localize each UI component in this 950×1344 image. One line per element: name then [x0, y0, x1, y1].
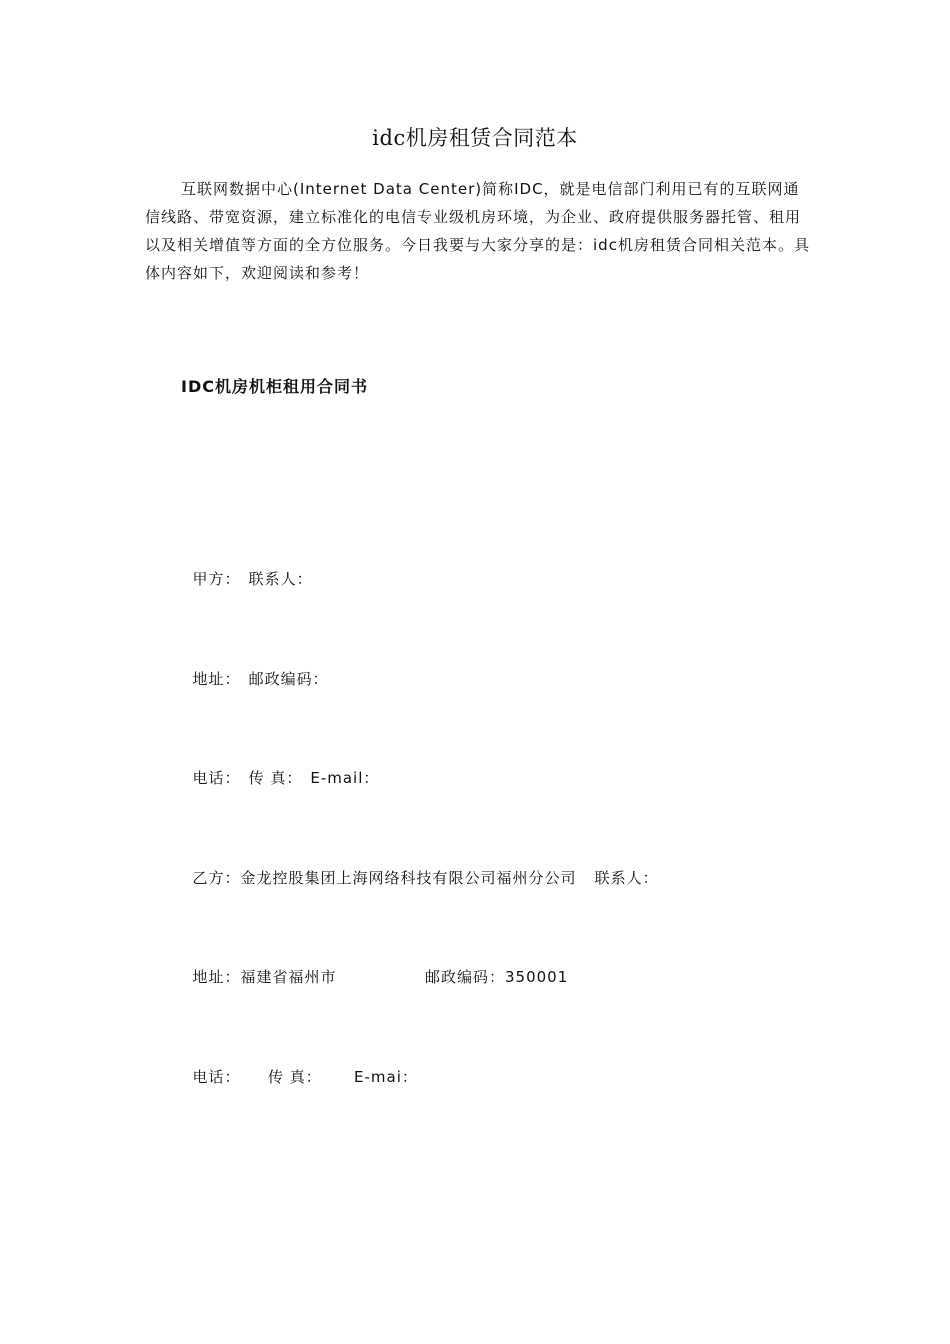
party-b-phone-label: 电话： [192, 1068, 241, 1086]
intro-paragraph: 互联网数据中心(Internet Data Center)简称IDC，就是电信部门利用已有的互联网通信线路、带宽资源，建立标准化的电信专业级机房环境，为企业、政府提供服务器托管、租用以及相关增值等方面的全方位服务。今日我要与大家分享的是：idc机房租赁合同相关范本。具体内容如下，欢迎阅读和参考！ [145, 180, 810, 282]
party-a-line [181, 550, 313, 589]
party-a-phone-line [181, 749, 379, 788]
party-a-email-label: E-mail： [310, 769, 380, 787]
party-b-contact-label: 联系人： [594, 869, 659, 887]
party-b-address-label: 地址：福建省福州市 [192, 968, 337, 986]
party-a-address-label: 地址： [192, 670, 241, 688]
party-b-fax-label: 传 真： [268, 1068, 322, 1086]
party-a-label: 甲方： [192, 570, 241, 588]
party-b-phone-line [181, 1048, 418, 1087]
party-a-postcode-label: 邮政编码： [248, 670, 329, 688]
party-b-address-line [181, 948, 569, 987]
contract-heading: IDC机房机柜租用合同书 [181, 377, 368, 396]
party-a-phone-label: 电话： [192, 769, 241, 787]
party-a-address-line [181, 650, 329, 689]
party-a-contact-label: 联系人： [248, 570, 313, 588]
party-a-fax-label: 传 真： [248, 769, 303, 787]
document-title: idc机房租赁合同范本 [372, 126, 578, 150]
party-b-line [181, 849, 659, 888]
party-b-label: 乙方：金龙控股集团上海网络科技有限公司福州分公司 [192, 869, 577, 887]
party-b-email-label: E-mai： [354, 1068, 418, 1086]
party-b-postcode-label: 邮政编码：350001 [425, 968, 569, 986]
